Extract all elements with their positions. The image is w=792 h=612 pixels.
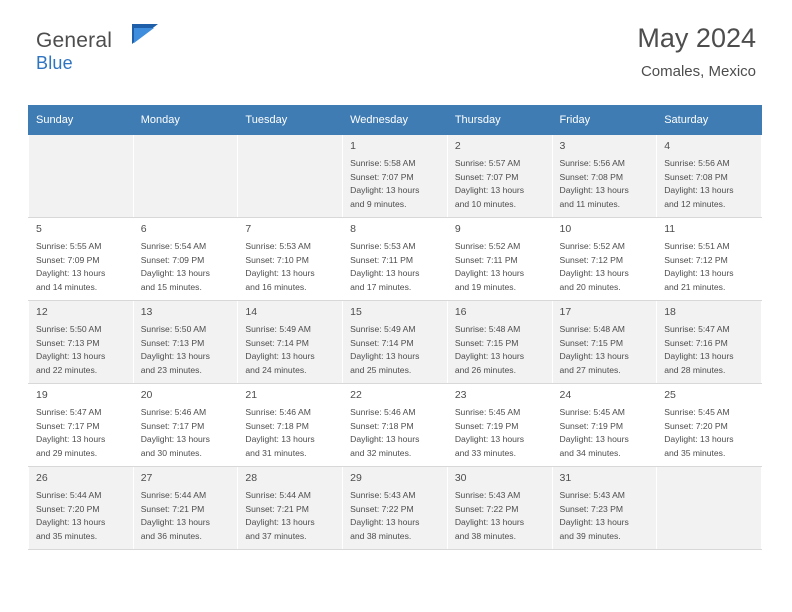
daylight-text-line1: Daylight: 13 hours	[454, 517, 525, 528]
daylight-text-line2: and 19 minutes.	[454, 282, 516, 293]
day-number: 20	[140, 389, 153, 401]
day-info	[455, 157, 545, 213]
sunrise-text: Sunrise: 5:49 AM	[350, 323, 416, 334]
day-number: 5	[36, 223, 42, 235]
sunrise-text: Sunrise: 5:52 AM	[559, 240, 625, 251]
day-cell	[238, 218, 343, 301]
day-number: 12	[36, 306, 48, 318]
day-cell	[343, 135, 448, 218]
sunrise-text: Sunrise: 5:56 AM	[664, 157, 730, 168]
day-number: 11	[664, 223, 676, 235]
daylight-text-line1: Daylight: 13 hours	[454, 268, 525, 279]
daylight-text-line1: Daylight: 13 hours	[245, 351, 315, 362]
day-cell	[552, 218, 657, 301]
logo	[36, 30, 112, 72]
weekday-header-wednesday: Wednesday	[343, 106, 448, 135]
daylight-text-line1: Daylight: 13 hours	[559, 434, 629, 445]
day-info	[141, 240, 231, 296]
sunset-text: Sunset: 7:20 PM	[36, 503, 100, 514]
sunrise-text: Sunrise: 5:46 AM	[350, 406, 416, 417]
sunset-text: Sunset: 7:15 PM	[454, 337, 519, 348]
daylight-text-line1: Daylight: 13 hours	[140, 434, 210, 445]
day-number: 16	[454, 306, 467, 318]
sunset-text: Sunset: 7:13 PM	[140, 337, 205, 348]
day-info	[664, 406, 754, 462]
daylight-text-line2: and 38 minutes.	[454, 531, 516, 542]
sunrise-text: Sunrise: 5:51 AM	[664, 240, 730, 251]
day-info	[36, 323, 126, 379]
sunset-text: Sunset: 7:18 PM	[245, 420, 309, 431]
day-cell	[447, 218, 552, 301]
day-info	[245, 323, 335, 379]
sunrise-text: Sunrise: 5:47 AM	[36, 406, 102, 417]
daylight-text-line2: and 35 minutes.	[664, 448, 726, 459]
day-number: 18	[664, 306, 676, 318]
sunrise-text: Sunrise: 5:58 AM	[350, 157, 416, 168]
day-number: 15	[350, 306, 362, 318]
day-cell	[447, 135, 552, 218]
day-number: 24	[559, 389, 572, 401]
calendar-week-row	[29, 467, 762, 550]
day-number: 1	[350, 140, 356, 152]
sunset-text: Sunset: 7:19 PM	[454, 420, 519, 431]
day-number: 30	[454, 472, 467, 484]
daylight-text-line1: Daylight: 13 hours	[664, 351, 734, 362]
daylight-text-line1: Daylight: 13 hours	[245, 434, 315, 445]
day-number: 13	[140, 306, 153, 318]
calendar-week-row	[29, 218, 762, 301]
daylight-text-line2: and 37 minutes.	[245, 531, 307, 542]
day-number: 19	[36, 389, 48, 401]
sunset-text: Sunset: 7:18 PM	[350, 420, 414, 431]
weekday-header-tuesday: Tuesday	[238, 106, 343, 135]
day-cell	[552, 301, 657, 384]
day-info	[455, 489, 545, 545]
daylight-text-line1: Daylight: 13 hours	[664, 434, 734, 445]
daylight-text-line2: and 35 minutes.	[36, 531, 98, 542]
daylight-text-line1: Daylight: 13 hours	[664, 268, 734, 279]
sunset-text: Sunset: 7:17 PM	[140, 420, 205, 431]
day-info	[245, 406, 335, 462]
day-info	[560, 489, 650, 545]
page-header	[36, 0, 756, 80]
daylight-text-line1: Daylight: 13 hours	[350, 351, 420, 362]
logo-general-text: General	[36, 29, 113, 52]
day-info	[350, 489, 440, 545]
daylight-text-line2: and 16 minutes.	[245, 282, 307, 293]
day-number: 28	[245, 472, 258, 484]
sunrise-text: Sunrise: 5:50 AM	[36, 323, 102, 334]
sunrise-text: Sunrise: 5:56 AM	[559, 157, 625, 168]
day-cell	[657, 301, 762, 384]
daylight-text-line1: Daylight: 13 hours	[350, 434, 420, 445]
day-cell	[343, 467, 448, 550]
daylight-text-line1: Daylight: 13 hours	[140, 268, 210, 279]
daylight-text-line2: and 30 minutes.	[140, 448, 202, 459]
daylight-text-line2: and 10 minutes.	[454, 199, 516, 210]
day-cell	[133, 301, 238, 384]
day-cell	[447, 301, 552, 384]
day-number: 2	[454, 140, 461, 152]
daylight-text-line2: and 15 minutes.	[140, 282, 202, 293]
calendar-header-row	[29, 106, 762, 135]
sunset-text: Sunset: 7:07 PM	[454, 171, 519, 182]
daylight-text-line1: Daylight: 13 hours	[454, 434, 525, 445]
day-info	[141, 489, 231, 545]
day-number: 27	[140, 472, 153, 484]
daylight-text-line2: and 39 minutes.	[559, 531, 621, 542]
daylight-text-line2: and 24 minutes.	[245, 365, 307, 376]
daylight-text-line2: and 14 minutes.	[36, 282, 98, 293]
sunset-text: Sunset: 7:12 PM	[664, 254, 728, 265]
sunset-text: Sunset: 7:20 PM	[664, 420, 728, 431]
day-cell	[29, 135, 134, 218]
day-info	[350, 240, 440, 296]
daylight-text-line2: and 33 minutes.	[454, 448, 516, 459]
day-cell	[657, 135, 762, 218]
sunrise-text: Sunrise: 5:45 AM	[559, 406, 625, 417]
sunset-text: Sunset: 7:11 PM	[350, 254, 414, 265]
weekday-header-sunday: Sunday	[29, 106, 134, 135]
day-cell	[343, 301, 448, 384]
day-info	[560, 157, 650, 213]
sunrise-text: Sunrise: 5:47 AM	[664, 323, 730, 334]
sunset-text: Sunset: 7:22 PM	[454, 503, 519, 514]
day-info	[455, 323, 545, 379]
day-cell	[133, 384, 238, 467]
day-cell	[552, 384, 657, 467]
day-number: 9	[454, 223, 461, 235]
daylight-text-line1: Daylight: 13 hours	[664, 185, 734, 196]
day-info	[664, 240, 754, 296]
day-info	[36, 406, 126, 462]
daylight-text-line1: Daylight: 13 hours	[140, 517, 210, 528]
sunrise-text: Sunrise: 5:43 AM	[559, 489, 625, 500]
daylight-text-line1: Daylight: 13 hours	[350, 268, 420, 279]
day-number: 25	[664, 389, 676, 401]
sunset-text: Sunset: 7:13 PM	[36, 337, 100, 348]
day-cell	[238, 467, 343, 550]
daylight-text-line2: and 25 minutes.	[350, 365, 412, 376]
sunset-text: Sunset: 7:08 PM	[559, 171, 624, 182]
sunset-text: Sunset: 7:10 PM	[245, 254, 309, 265]
sunset-text: Sunset: 7:14 PM	[350, 337, 414, 348]
day-cell	[657, 467, 762, 550]
weekday-header-thursday: Thursday	[447, 106, 552, 135]
sunset-text: Sunset: 7:19 PM	[559, 420, 624, 431]
daylight-text-line1: Daylight: 13 hours	[245, 517, 315, 528]
daylight-text-line2: and 23 minutes.	[140, 365, 202, 376]
day-info	[245, 240, 335, 296]
daylight-text-line1: Daylight: 13 hours	[245, 268, 315, 279]
daylight-text-line1: Daylight: 13 hours	[36, 517, 106, 528]
day-number: 3	[559, 140, 566, 152]
daylight-text-line2: and 36 minutes.	[140, 531, 202, 542]
daylight-text-line2: and 38 minutes.	[350, 531, 412, 542]
sunset-text: Sunset: 7:08 PM	[664, 171, 728, 182]
calendar-week-row	[29, 384, 762, 467]
day-info	[350, 323, 440, 379]
daylight-text-line2: and 26 minutes.	[454, 365, 516, 376]
sunset-text: Sunset: 7:23 PM	[559, 503, 624, 514]
day-cell	[133, 135, 238, 218]
day-info	[36, 240, 126, 296]
day-number: 10	[559, 223, 572, 235]
sunrise-text: Sunrise: 5:50 AM	[140, 323, 207, 334]
day-cell	[447, 384, 552, 467]
day-info	[560, 323, 650, 379]
daylight-text-line2: and 32 minutes.	[350, 448, 412, 459]
day-number: 4	[664, 140, 671, 152]
day-cell	[29, 301, 134, 384]
calendar-table	[28, 105, 762, 550]
day-number: 7	[245, 223, 252, 235]
sunrise-text: Sunrise: 5:45 AM	[664, 406, 730, 417]
day-info	[350, 157, 440, 213]
day-cell	[657, 384, 762, 467]
day-number: 8	[350, 223, 356, 235]
day-cell	[552, 135, 657, 218]
day-cell	[133, 467, 238, 550]
sunrise-text: Sunrise: 5:44 AM	[140, 489, 207, 500]
daylight-text-line2: and 21 minutes.	[664, 282, 726, 293]
day-cell	[657, 218, 762, 301]
day-cell	[552, 467, 657, 550]
sunrise-text: Sunrise: 5:57 AM	[454, 157, 521, 168]
day-number: 23	[454, 389, 467, 401]
day-info	[560, 240, 650, 296]
daylight-text-line2: and 9 minutes.	[350, 199, 407, 210]
day-number: 26	[36, 472, 48, 484]
daylight-text-line1: Daylight: 13 hours	[559, 517, 629, 528]
day-info	[141, 323, 231, 379]
daylight-text-line2: and 31 minutes.	[245, 448, 307, 459]
calendar-week-row	[29, 135, 762, 218]
weekday-header-saturday: Saturday	[657, 106, 762, 135]
daylight-text-line2: and 20 minutes.	[559, 282, 621, 293]
day-cell	[238, 301, 343, 384]
day-info	[455, 406, 545, 462]
daylight-text-line2: and 11 minutes.	[559, 199, 621, 210]
sunset-text: Sunset: 7:16 PM	[664, 337, 728, 348]
daylight-text-line1: Daylight: 13 hours	[140, 351, 210, 362]
day-info	[141, 406, 231, 462]
sunset-text: Sunset: 7:09 PM	[140, 254, 205, 265]
day-info	[455, 240, 545, 296]
daylight-text-line1: Daylight: 13 hours	[559, 268, 629, 279]
day-info	[560, 406, 650, 462]
sunset-text: Sunset: 7:07 PM	[350, 171, 414, 182]
day-info	[36, 489, 126, 545]
sunset-text: Sunset: 7:14 PM	[245, 337, 309, 348]
day-cell	[29, 384, 134, 467]
daylight-text-line2: and 22 minutes.	[36, 365, 98, 376]
sunrise-text: Sunrise: 5:55 AM	[36, 240, 102, 251]
daylight-text-line1: Daylight: 13 hours	[350, 185, 420, 196]
day-cell	[447, 467, 552, 550]
daylight-text-line1: Daylight: 13 hours	[350, 517, 420, 528]
daylight-text-line1: Daylight: 13 hours	[36, 434, 106, 445]
sunset-text: Sunset: 7:11 PM	[454, 254, 518, 265]
daylight-text-line1: Daylight: 13 hours	[559, 351, 629, 362]
day-cell	[343, 218, 448, 301]
calendar-week-row	[29, 301, 762, 384]
sunrise-text: Sunrise: 5:43 AM	[454, 489, 521, 500]
daylight-text-line2: and 27 minutes.	[559, 365, 621, 376]
sunset-text: Sunset: 7:09 PM	[36, 254, 100, 265]
sunrise-text: Sunrise: 5:45 AM	[454, 406, 521, 417]
sunrise-text: Sunrise: 5:46 AM	[245, 406, 311, 417]
sunset-text: Sunset: 7:21 PM	[245, 503, 309, 514]
sunset-text: Sunset: 7:21 PM	[140, 503, 205, 514]
sunrise-text: Sunrise: 5:44 AM	[36, 489, 102, 500]
sunrise-text: Sunrise: 5:44 AM	[245, 489, 311, 500]
daylight-text-line2: and 28 minutes.	[664, 365, 726, 376]
sunrise-text: Sunrise: 5:54 AM	[140, 240, 207, 251]
day-info	[350, 406, 440, 462]
sunrise-text: Sunrise: 5:48 AM	[454, 323, 521, 334]
weekday-header-monday: Monday	[133, 106, 238, 135]
sunrise-text: Sunrise: 5:49 AM	[245, 323, 311, 334]
title-block	[637, 24, 756, 80]
daylight-text-line2: and 29 minutes.	[36, 448, 98, 459]
day-number: 21	[245, 389, 258, 401]
flag-icon	[132, 24, 158, 44]
daylight-text-line1: Daylight: 13 hours	[36, 351, 106, 362]
sunrise-text: Sunrise: 5:53 AM	[350, 240, 416, 251]
day-number: 14	[245, 306, 258, 318]
day-number: 6	[140, 223, 147, 235]
sunrise-text: Sunrise: 5:48 AM	[559, 323, 625, 334]
sunrise-text: Sunrise: 5:52 AM	[454, 240, 521, 251]
daylight-text-line1: Daylight: 13 hours	[559, 185, 629, 196]
weekday-header-friday: Friday	[552, 106, 657, 135]
day-number: 31	[559, 472, 572, 484]
daylight-text-line1: Daylight: 13 hours	[454, 351, 525, 362]
sunset-text: Sunset: 7:22 PM	[350, 503, 414, 514]
day-info	[245, 489, 335, 545]
daylight-text-line2: and 17 minutes.	[350, 282, 412, 293]
daylight-text-line1: Daylight: 13 hours	[454, 185, 525, 196]
sunset-text: Sunset: 7:12 PM	[559, 254, 624, 265]
day-number: 22	[350, 389, 362, 401]
day-number: 17	[559, 306, 572, 318]
day-cell	[133, 218, 238, 301]
day-number: 29	[350, 472, 362, 484]
sunset-text: Sunset: 7:17 PM	[36, 420, 100, 431]
sunset-text: Sunset: 7:15 PM	[559, 337, 624, 348]
logo-blue-text: Blue	[36, 53, 73, 73]
sunrise-text: Sunrise: 5:53 AM	[245, 240, 311, 251]
page-subtitle: Comales, Mexico	[640, 62, 756, 80]
day-info	[664, 323, 754, 379]
daylight-text-line2: and 12 minutes.	[664, 199, 726, 210]
day-cell	[238, 384, 343, 467]
daylight-text-line1: Daylight: 13 hours	[36, 268, 106, 279]
day-cell	[343, 384, 448, 467]
daylight-text-line2: and 34 minutes.	[559, 448, 621, 459]
sunrise-text: Sunrise: 5:43 AM	[350, 489, 416, 500]
day-cell	[29, 467, 134, 550]
sunrise-text: Sunrise: 5:46 AM	[140, 406, 207, 417]
day-info	[664, 157, 754, 213]
day-cell	[238, 135, 343, 218]
day-cell	[29, 218, 134, 301]
page-title: May 2024	[637, 23, 756, 53]
